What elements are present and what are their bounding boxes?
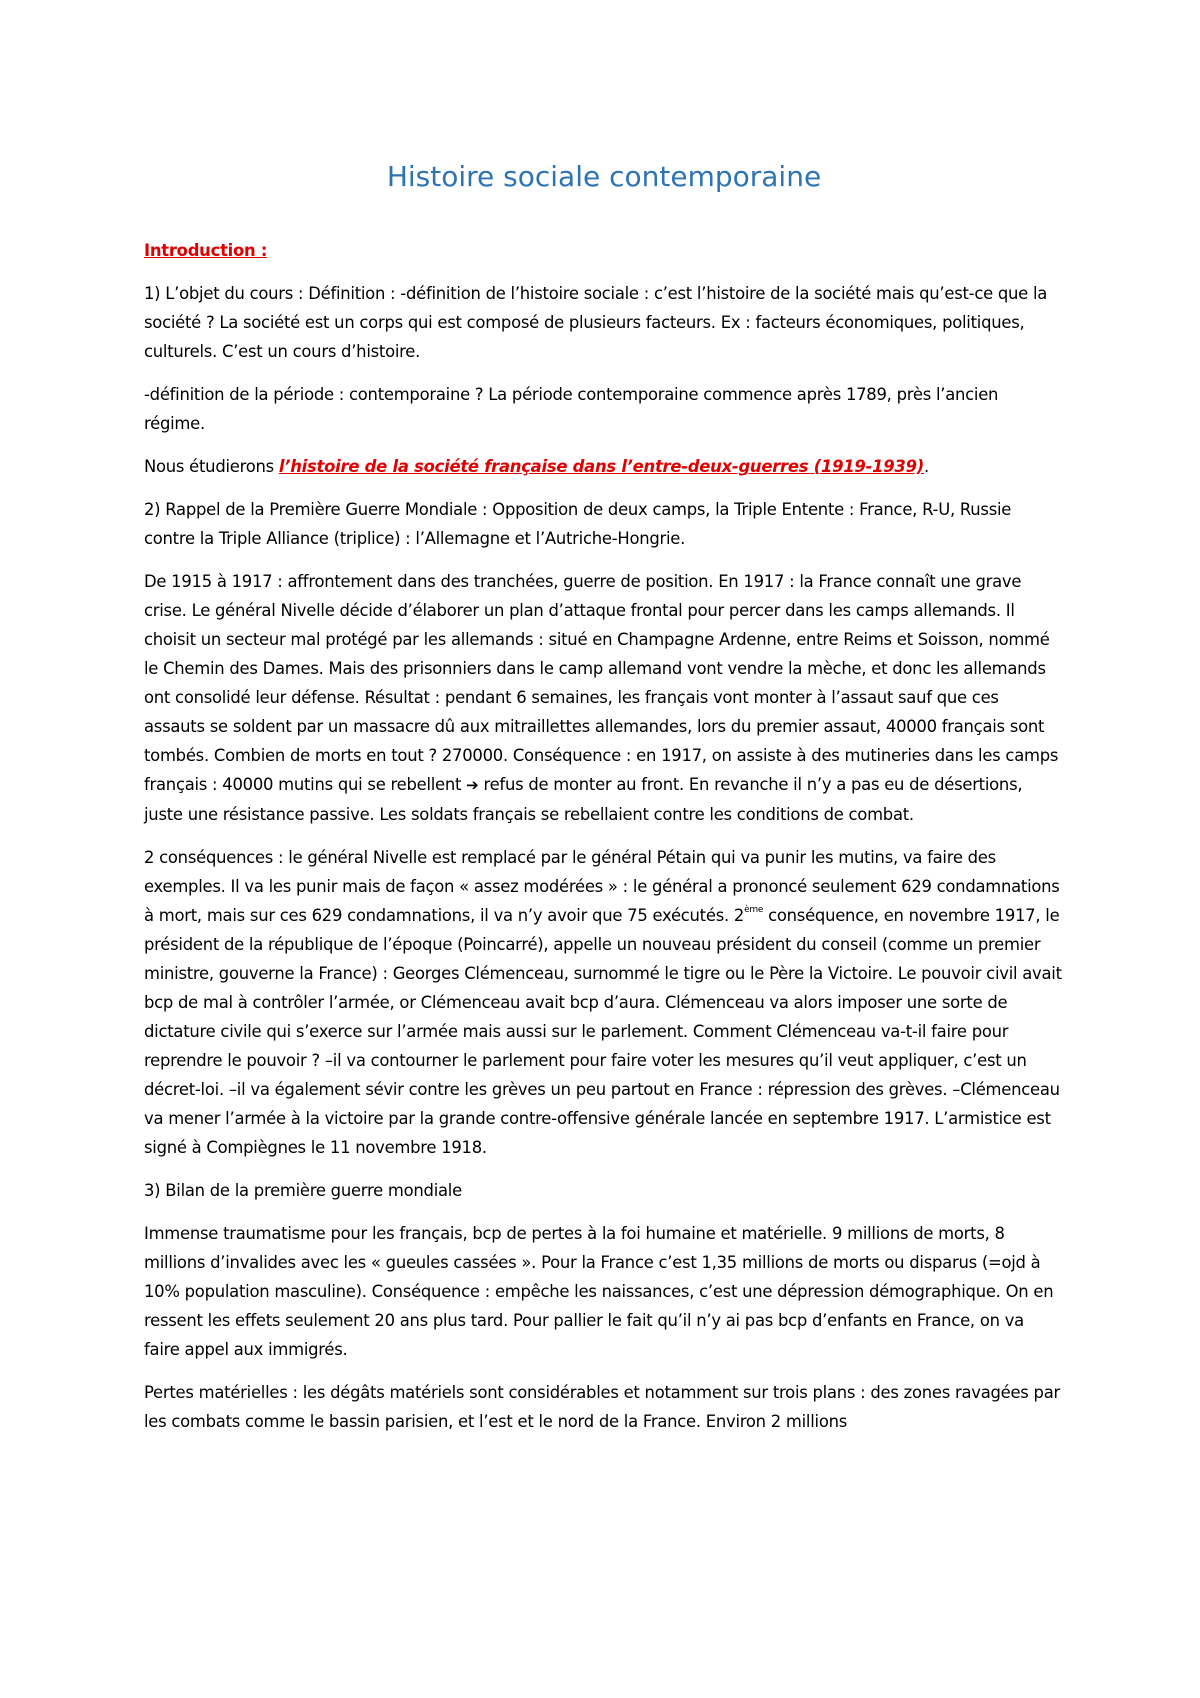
text-1915-1917-part1: De 1915 à 1917 : affrontement dans des tranchées, guerre de position. En 1917 : la France connaît une grave crise. Le général Nivelle décide d’élaborer un plan d’attaque frontal pour percer dans les camps allemands. Il choisit un secteur mal protégé par les allemands : situé en Champagne Ardenne, entre Reims et Soisson, nommé le Chemin des Dames. Mais des prisonniers dans le camp allemand vont vendre la mèche, et donc les allemands ont consolidé leur défense. Résultat : pendant 6 semaines, les français vont monter à l’assaut sauf que ces assauts se soldent par un massacre dû aux mitraillettes allemandes, lors du premier assaut, 40000 français sont tombés. Combien de morts en tout ? 270000. Conséquence : en 1917, on assiste à des mutineries dans les camps français : 40000 mutins qui se rebellent — [144, 572, 1059, 794]
superscript-eme: ème — [744, 905, 764, 915]
text-nous-etudierons: Nous étudierons — [144, 457, 279, 476]
document-page — [144, 160, 1064, 1450]
introduction-heading: Introduction : — [144, 241, 268, 260]
paragraph-objet-du-cours: 1) L’objet du cours : Définition : -définition de l’histoire sociale : c’est l’histoire de la société mais qu’est-ce que la société ? La société est un corps qui est composé de plusieurs facteurs. Ex : facteurs économiques, politiques, culturels. C’est un cours d’histoire. — [144, 284, 1048, 361]
text-consequences-part2: conséquence, en novembre 1917, le président de la république de l’époque (Poincarré), appelle un nouveau président du conseil (comme un premier ministre, gouverne la France) : Georges Clémenceau, surnommé le tigre ou le Père la Victoire. Le pouvoir civil avait bcp de mal à contrôler l’armée, or Clémenceau avait bcp d’aura. Clémenceau va alors imposer une sorte de dictature civile qui s’exerce sur l’armée mais aussi sur le parlement. Comment Clémenceau va-t-il faire pour reprendre le pouvoir ? –il va contourner le parlement pour faire voter les mesures qu’il veut appliquer, c’est un décret-loi. –il va également sévir contre les grèves un peu partout en France : répression des grèves. –Clémenceau va mener l’armée à la victoire par la grande contre-offensive générale lancée en septembre 1917. L’armistice est signé à Compiègnes le 11 novembre 1918. — [144, 906, 1062, 1157]
arrow-right-icon: ➔ — [466, 776, 479, 794]
paragraph-2-consequences — [144, 843, 1064, 1162]
paragraph-traumatisme: Immense traumatisme pour les français, bcp de pertes à la foi humaine et matérielle. 9 millions de morts, 8 millions d’invalides avec les « gueules cassées ». Pour la France c’est 1,35 millions de morts ou disparus (=ojd à 10% population masculine). Conséquence : empêche les naissances, c’est une dépression démographique. On en ressent les effets seulement 20 ans plus tard. Pour pallier le fait qu’il n’y ai pas bcp d’enfants en France, on va faire appel aux immigrés. — [144, 1224, 1054, 1359]
paragraph-pertes-materielles: Pertes matérielles : les dégâts matériels sont considérables et notamment sur trois plans : des zones ravagées par les combats comme le bassin parisien, et l’est et le nord de la France. Environ 2 millions — [144, 1383, 1060, 1431]
paragraph-definition-periode: -définition de la période : contemporaine ? La période contemporaine commence après 1789, près l’ancien régime. — [144, 385, 999, 433]
document-title: Histoire sociale contemporaine — [386, 160, 822, 193]
text-period-end: . — [923, 457, 929, 476]
text-1915-1917-part2: refus de monter au front. En revanche il n’y a pas eu de désertions, juste une résistance passive. Les soldats français se rebellaient contre les conditions de combat. — [144, 775, 1023, 824]
paragraph-rappel-guerre: 2) Rappel de la Première Guerre Mondiale : Opposition de deux camps, la Triple Entente : France, R-U, Russie contre la Triple Alliance (triplice) : l’Allemagne et l’Autriche-Hongrie. — [144, 500, 1012, 548]
text-consequences-part1: 2 conséquences : le général Nivelle est remplacé par le général Pétain qui va punir les mutins, va faire des exemples. Il va les punir mais de façon « assez modérées » : le général a prononcé seulement 629 condamnations à mort, mais sur ces 629 condamnations, il va n’y avoir que 75 exécutés. 2 — [144, 848, 1060, 925]
paragraph-1915-1917 — [144, 567, 1064, 829]
paragraph-nous-etudierons — [144, 452, 1064, 481]
highlighted-subject: l’histoire de la société française dans l’entre-deux-guerres (1919-1939) — [278, 457, 924, 476]
paragraph-bilan-heading: 3) Bilan de la première guerre mondiale — [144, 1181, 462, 1200]
